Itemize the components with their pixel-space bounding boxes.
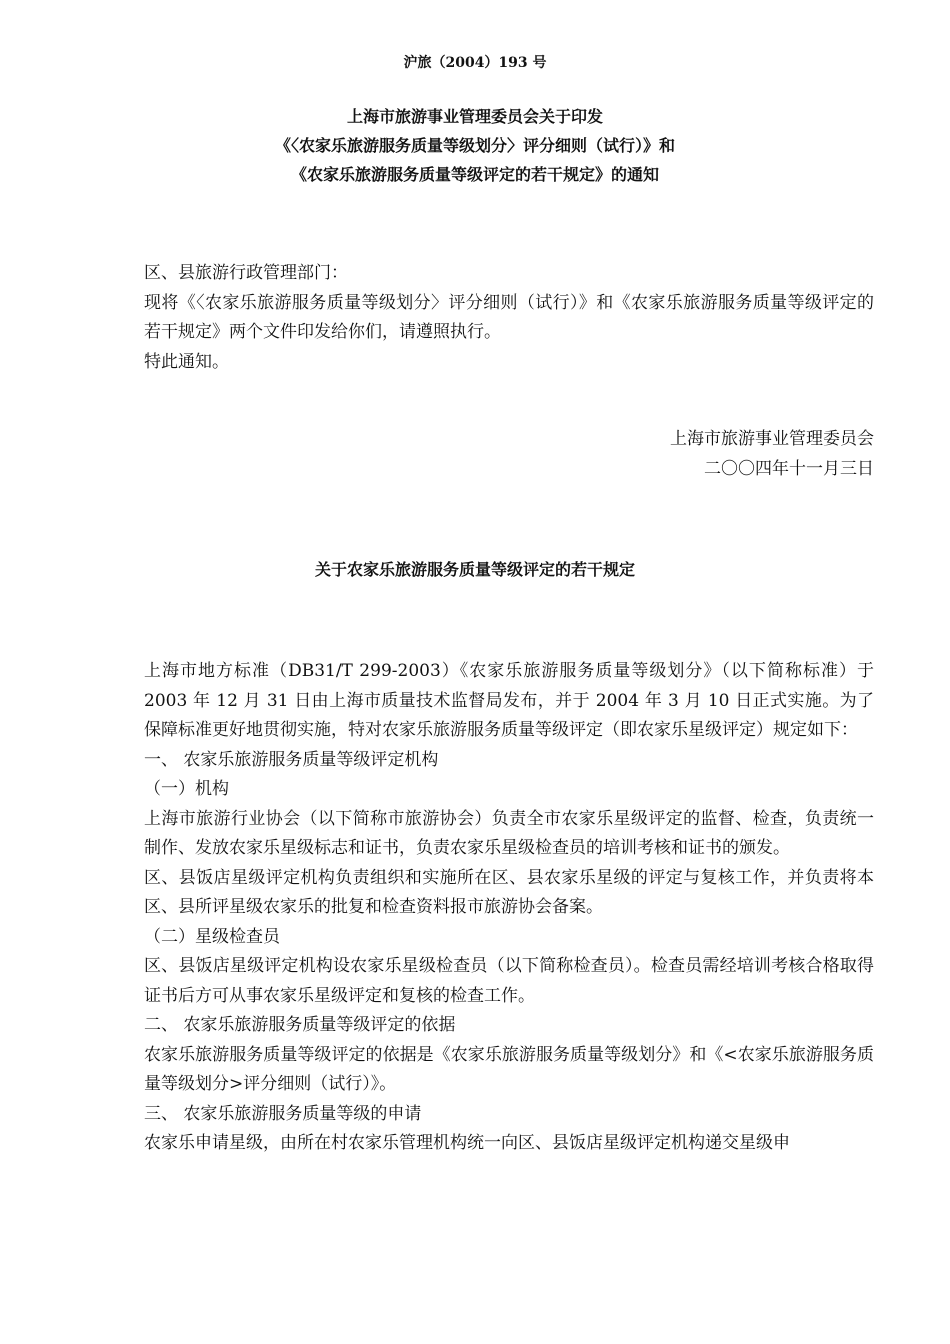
title-line: 上海市旅游事业管理委员会关于印发 [346, 107, 603, 126]
rules-paragraph: 上海市地方标准（DB31/T 299-2003）《农家乐旅游服务质量等级划分》（以下简称标准）于 2003 年 12 月 31 日由上海市质量技术监督局发布，并于 2004 年 3 月 10 日正式实施。为了保障标准更好地贯彻实施，特对农家乐旅游服务质量等级评定（即农家乐星级评定）规定如下： [144, 661, 874, 740]
rules-paragraph: 农家乐旅游服务质量等级评定的依据是《农家乐旅游服务质量等级划分》和《<农家乐旅游服务质量等级划分>评分细则（试行）》。 [144, 1044, 874, 1094]
rules-paragraph: 农家乐申请星级，由所在村农家乐管理机构统一向区、县饭店星级评定机构递交星级申 [144, 1133, 790, 1153]
issuing-organization: 上海市旅游事业管理委员会 [670, 429, 874, 449]
rules-body [144, 657, 874, 1159]
notice-body [144, 259, 874, 377]
notice-paragraph: 现将《〈农家乐旅游服务质量等级划分〉评分细则（试行）》和《农家乐旅游服务质量等级评定的若干规定》两个文件印发给你们，请遵照执行。 [144, 292, 874, 342]
title-line: 《农家乐旅游服务质量等级评定的若干规定》的通知 [290, 165, 659, 184]
subsection-heading: （二）星级检查员 [144, 926, 280, 947]
closing-line: 特此通知。 [144, 351, 229, 372]
signature-block [670, 425, 874, 484]
salutation: 区、县旅游行政管理部门： [144, 263, 348, 283]
document-number: 沪旅（2004）193 号 [403, 55, 547, 71]
rules-paragraph: 区、县饭店星级评定机构负责组织和实施所在区、县农家乐星级的评定与复核工作，并负责将本区、县所评星级农家乐的批复和检查资料报市旅游协会备案。 [144, 867, 874, 917]
rules-paragraph: 区、县饭店星级评定机构设农家乐星级检查员（以下简称检查员）。检查员需经培训考核合格取得证书后方可从事农家乐星级评定和复核的检查工作。 [144, 956, 874, 1006]
section-heading: 三、 农家乐旅游服务质量等级的申请 [144, 1103, 422, 1124]
section-heading: 二、 农家乐旅游服务质量等级评定的依据 [144, 1015, 456, 1035]
title-line: 《〈农家乐旅游服务质量等级划分〉评分细则（试行）》和 [274, 136, 675, 155]
subsection-heading: （一）机构 [144, 779, 229, 799]
notice-title [0, 102, 950, 189]
rules-paragraph: 上海市旅游行业协会（以下简称市旅游协会）负责全市农家乐星级评定的监督、检查，负责统一制作、发放农家乐星级标志和证书，负责农家乐星级检查员的培训考核和证书的颁发。 [144, 808, 874, 858]
rules-title: 关于农家乐旅游服务质量等级评定的若干规定 [314, 560, 635, 579]
issue-date: 二〇〇四年十一月三日 [704, 458, 874, 479]
section-heading: 一、 农家乐旅游服务质量等级评定机构 [144, 749, 439, 770]
